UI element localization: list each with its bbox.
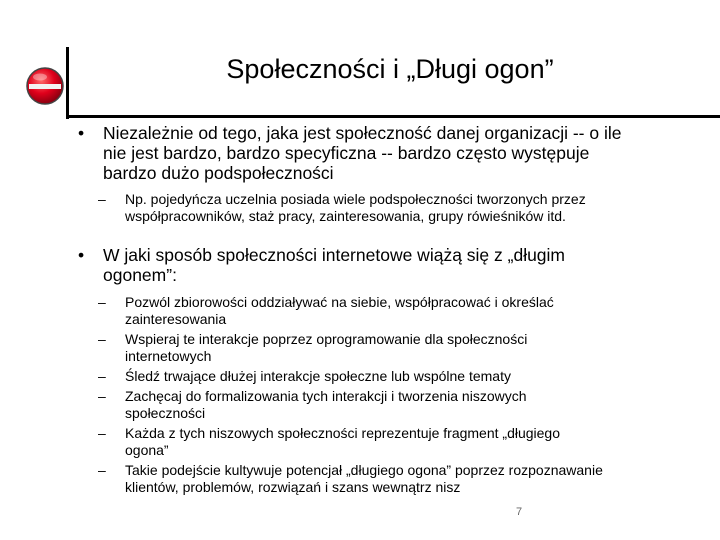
- sub-line: Np. pojedyńcza uczelnia posiada wiele podspołeczności tworzonych przez: [125, 191, 586, 207]
- bullet-line: nie jest bardzo, bardzo specyficzna -- bardzo często występuje: [103, 143, 590, 163]
- bullet-marker: •: [78, 245, 85, 265]
- bullet-item: [78, 123, 708, 183]
- sub-line: Każda z tych niszowych społeczności reprezentuje fragment „długiego: [125, 425, 561, 441]
- section-2: [78, 245, 708, 496]
- sub-list: [78, 294, 708, 496]
- sub-line: internetowych: [125, 348, 212, 364]
- sub-item: [78, 388, 708, 422]
- sub-line: Takie podejście kultywuje potencjał „długiego ogona” poprzez rozpoznawanie: [125, 462, 603, 478]
- section-1: [78, 123, 708, 225]
- sub-line: klientów, problemów, rozwiązań i szans wewnątrz nisz: [125, 479, 461, 495]
- red-sphere-icon: [25, 66, 65, 106]
- dash-marker: –: [98, 462, 106, 478]
- sub-list: [78, 191, 708, 225]
- bullet-marker: •: [78, 123, 85, 143]
- horizontal-rule: [66, 115, 720, 118]
- bullet-line: bardzo dużo podspołeczności: [103, 163, 334, 183]
- dash-marker: –: [98, 331, 106, 347]
- bullet-item: [78, 245, 708, 285]
- sub-line: Śledź trwające dłużej interakcje społeczne lub wspólne tematy: [125, 368, 511, 384]
- bullet-line: ogonem”:: [103, 265, 177, 285]
- slide-content: [78, 123, 708, 499]
- sub-line: Zachęcaj do formalizowania tych interakcji i tworzenia niszowych: [125, 388, 527, 404]
- dash-marker: –: [98, 191, 106, 207]
- sub-item: [78, 425, 708, 459]
- sub-line: społeczności: [125, 405, 206, 421]
- vertical-rule: [66, 47, 69, 119]
- dash-marker: –: [98, 388, 106, 404]
- slide-title: Społeczności i „Długi ogon”: [226, 54, 554, 84]
- dash-marker: –: [98, 425, 106, 441]
- page-number: 7: [516, 506, 523, 518]
- sub-item: [78, 294, 708, 328]
- sub-line: Pozwól zbiorowości oddziaływać na siebie, współpracować i określać: [125, 294, 554, 310]
- sub-line: współpracowników, staż pracy, zainteresowania, grupy rówieśników itd.: [125, 208, 566, 224]
- bullet-line: Niezależnie od tego, jaka jest społeczność danej organizacji -- o ile: [103, 123, 622, 143]
- sub-item: [78, 191, 708, 225]
- sub-line: ogona”: [125, 442, 169, 458]
- dash-marker: –: [98, 368, 106, 384]
- sub-line: zainteresowania: [125, 311, 227, 327]
- sub-item: [78, 368, 708, 385]
- sub-line: Wspieraj te interakcje poprzez oprogramowanie dla społeczności: [125, 331, 528, 347]
- dash-marker: –: [98, 294, 106, 310]
- sub-item: [78, 462, 708, 496]
- bullet-line: W jaki sposób społeczności internetowe wiążą się z „długim: [103, 245, 566, 265]
- sub-item: [78, 331, 708, 365]
